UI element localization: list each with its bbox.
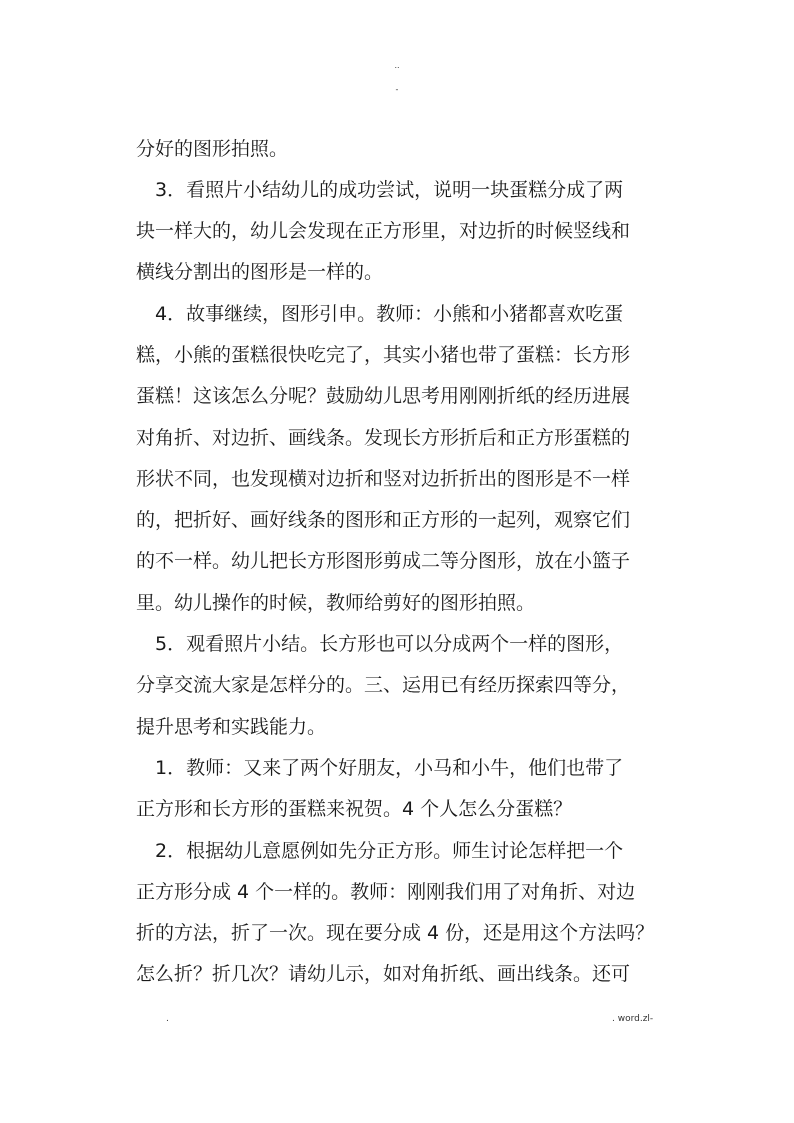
text-line: 正方形分成 4 个一样的。教师：刚刚我们用了对角折、对边	[136, 881, 636, 903]
text-line: 分好的图形拍照。	[136, 138, 289, 160]
text-line: 里。幼儿操作的时候，教师给剪好的图形拍照。	[136, 592, 536, 614]
text-line: 正方形和长方形的蛋糕来祝贺。4 个人怎么分蛋糕？	[136, 798, 573, 820]
text-line: 蛋糕！这该怎么分呢？鼓励幼儿思考用刚刚折纸的经历进展	[136, 385, 631, 407]
text-line: 折的方法，折了一次。现在要分成 4 份，还是用这个方法吗？	[136, 922, 655, 944]
text-line: 5．观看照片小结。长方形也可以分成两个一样的图形，	[136, 633, 624, 655]
text-line: 对角折、对边折、画线条。发现长方形折后和正方形蛋糕的	[136, 427, 631, 449]
footer-right: . word.zl-	[612, 1014, 654, 1024]
text-line: 横线分割出的图形是一样的。	[136, 261, 384, 283]
text-line: 3．看照片小结幼儿的成功尝试，说明一块蛋糕分成了两	[136, 179, 624, 201]
text-line: 怎么折？折几次？请幼儿示，如对角折纸、画出线条。还可	[136, 963, 631, 985]
text-line: 分享交流大家是怎样分的。三、运用已有经历探索四等分，	[136, 674, 631, 696]
text-line: 提升思考和实践能力。	[136, 716, 327, 738]
text-line: 2．根据幼儿意愿例如先分正方形。师生讨论怎样把一个	[136, 840, 624, 862]
header-mark-bottom: -	[395, 85, 399, 94]
footer-left: .	[166, 1014, 169, 1024]
text-line: 形状不同，也发现横对边折和竖对边折折出的图形是不一样	[136, 468, 631, 490]
text-line: 的，把折好、画好线条的图形和正方形的一起列，观察它们	[136, 509, 631, 531]
text-line: 糕，小熊的蛋糕很快吃完了，其实小猪也带了蛋糕：长方形	[136, 344, 631, 366]
text-line: 1．教师：又来了两个好朋友，小马和小牛，他们也带了	[136, 757, 624, 779]
text-line: 块一样大的，幼儿会发现在正方形里，对边折的时候竖线和	[136, 220, 631, 242]
text-line: 4．故事继续，图形引申。教师：小熊和小猪都喜欢吃蛋	[136, 303, 624, 325]
text-line: 的不一样。幼儿把长方形图形剪成二等分图形，放在小篮子	[136, 550, 631, 572]
header-mark-top: ..	[394, 61, 400, 70]
